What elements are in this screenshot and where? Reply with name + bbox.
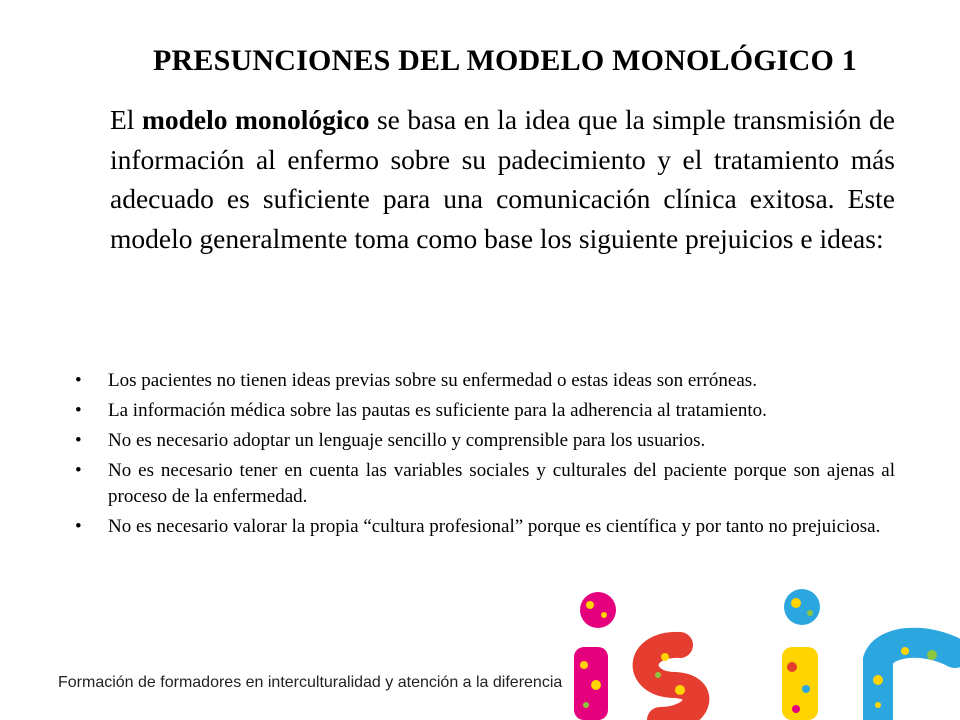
bullet-icon: • — [75, 430, 82, 451]
intro-paragraph — [110, 100, 895, 258]
assumptions-list — [75, 368, 895, 544]
bullet-icon: • — [75, 516, 82, 537]
list-item-text: No es necesario tener en cuenta las variables sociales y culturales del paciente porque son ajenas al proceso de la enfermedad. — [108, 460, 895, 507]
footer-caption: Formación de formadores en interculturalidad y atención a la diferencia — [58, 674, 563, 691]
list-item — [75, 428, 895, 454]
list-item-text: La información médica sobre las pautas es suficiente para la adherencia al tratamiento. — [108, 400, 767, 421]
list-item-text: No es necesario adoptar un lenguaje sencillo y comprensible para los usuarios. — [108, 430, 706, 451]
list-item-text: Los pacientes no tienen ideas previas sobre su enfermedad o estas ideas son erróneas. — [108, 370, 757, 391]
list-item — [75, 398, 895, 424]
list-item — [75, 368, 895, 394]
list-item-text: No es necesario valorar la propia “cultura profesional” porque es científica y por tanto no prejuiciosa. — [108, 516, 881, 537]
slide-title: PRESUNCIONES DEL MODELO MONOLÓGICO 1 — [153, 44, 857, 77]
isir-logo-icon — [560, 585, 960, 720]
bullet-icon: • — [75, 400, 82, 421]
bullet-icon: • — [75, 370, 82, 391]
intro-text-start: El — [110, 104, 142, 135]
intro-text-end: se basa en la idea que la simple transmisión de información al enfermo sobre su padecimiento y el tratamiento más adecuado es suficiente para una comunicación clínica exitosa. Este modelo generalmente toma como base los siguiente prejuicios e ideas: — [110, 104, 895, 254]
intro-bold-term: modelo monológico — [141, 104, 370, 135]
bullet-icon: • — [75, 460, 82, 481]
list-item — [75, 458, 895, 510]
list-item — [75, 514, 895, 540]
